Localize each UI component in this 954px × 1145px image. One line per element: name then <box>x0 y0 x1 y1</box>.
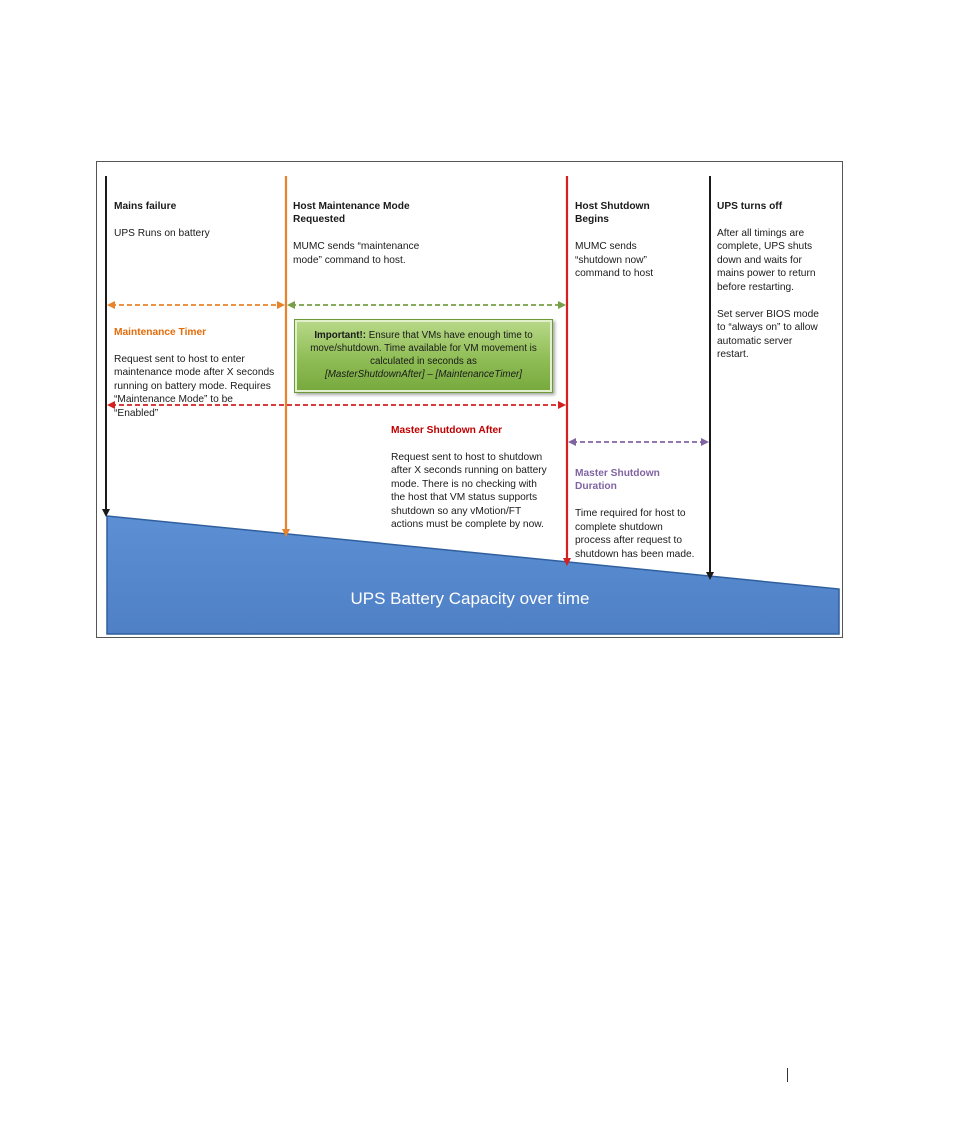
footer-divider <box>787 1068 788 1082</box>
mains-failure-body: UPS Runs on battery <box>114 227 210 239</box>
master-shutdown-after-title: Master Shutdown After <box>391 424 503 436</box>
important-callout <box>294 319 553 393</box>
callout-formula: [MasterShutdownAfter] – [MaintenanceTimer] <box>324 369 523 380</box>
master-shutdown-after-body: Request sent to host to shutdown after X seconds running on battery mode. There is no checking with the host that VM status supports shutdown so any vMotion/FT actions must be complete by now. <box>391 451 547 530</box>
master-shutdown-duration-title: Master Shutdown Duration <box>575 467 660 492</box>
mains-failure-title: Mains failure <box>114 200 177 212</box>
battery-capacity-shape <box>107 516 839 634</box>
master-shutdown-duration-label <box>575 453 705 561</box>
ups-turns-off-label <box>717 186 839 362</box>
ups-turns-off-body: After all timings are complete, UPS shuts down and waits for mains power to return before restarting. Set server BIOS mode to “always on” to allow automatic server restart. <box>717 227 819 360</box>
maintenance-timer-label <box>114 312 289 420</box>
maintenance-mode-body: MUMC sends “maintenance mode” command to host. <box>293 241 420 266</box>
ups-turns-off-title: UPS turns off <box>717 200 783 212</box>
master-shutdown-after-label <box>391 410 563 532</box>
master-shutdown-duration-body: Time required for host to complete shutdown process after request to shutdown has been made. <box>575 508 695 560</box>
host-shutdown-body: MUMC sends “shutdown now” command to host <box>575 241 654 279</box>
maintenance-timer-body: Request sent to host to enter maintenance mode after X seconds running on battery mode. Requires “Maintenance Mode” to be “Enabled” <box>114 353 275 419</box>
callout-lead: Important!: <box>314 330 367 341</box>
maintenance-mode-label <box>293 186 493 267</box>
battery-capacity-label: UPS Battery Capacity over time <box>350 589 590 608</box>
maintenance-mode-title: Host Maintenance Mode Requested <box>293 200 410 225</box>
host-shutdown-label <box>575 186 700 281</box>
maintenance-timer-title: Maintenance Timer <box>114 326 207 338</box>
callout-text: Ensure that VMs have enough time to move/shutdown. Time available for VM movement is calculated in seconds as <box>310 330 537 367</box>
mains-failure-label <box>114 186 274 240</box>
host-shutdown-title: Host Shutdown Begins <box>575 200 650 225</box>
